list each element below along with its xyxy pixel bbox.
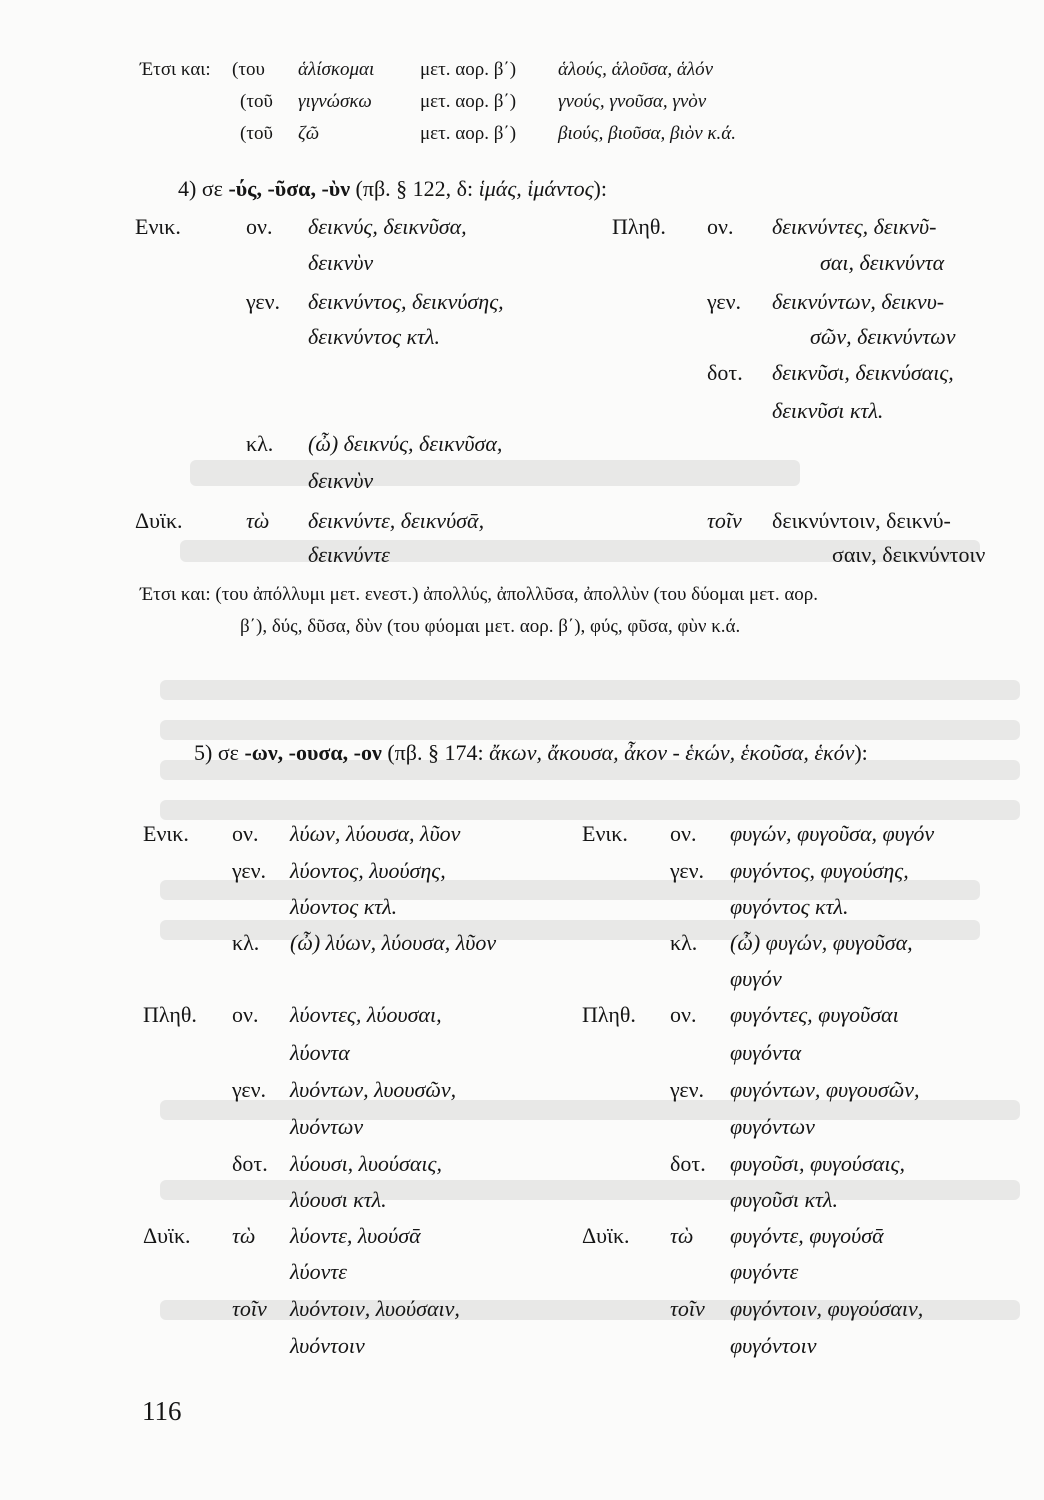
fygon-pl-nom-1: φυγόντες, φυγοῦσαι: [730, 1002, 899, 1027]
lyon-sg-nom: λύων, λύουσα, λῦον: [290, 821, 461, 846]
fygon-pl-dat-1: φυγοῦσι, φυγούσαις,: [730, 1151, 905, 1176]
fygon-sg-nom: φυγών, φυγοῦσα, φυγόν: [730, 821, 935, 846]
lyon-case-voc: κλ.: [232, 930, 260, 955]
fygon-case-nom-pl: ον.: [670, 1002, 697, 1027]
lyon-case-dat-pl: δοτ.: [232, 1151, 268, 1176]
lyon-case-gen: γεν.: [232, 858, 267, 883]
intro-row-1-a: (του: [232, 59, 265, 80]
form-pl-dat-2: δεικνῦσι κτλ.: [772, 398, 884, 423]
lyon-sg-gen-2: λύοντος κτλ.: [290, 894, 398, 919]
number-label-singular: Ενικ.: [135, 214, 181, 239]
fygon-number-dual: Δυϊκ.: [582, 1223, 630, 1248]
intro-row-2-tense: μετ. αορ. β΄): [420, 91, 517, 112]
intro-row-2-forms: γνούς, γνοῦσα, γνὸν: [558, 91, 707, 112]
intro-row-2-a: (τοῦ: [240, 91, 273, 112]
lyon-number-dual: Δυϊκ.: [143, 1223, 191, 1248]
fygon-dual-to: τὼ: [670, 1223, 694, 1248]
fygon-du-toin-1: φυγόντοιν, φυγούσαιν,: [730, 1296, 924, 1321]
lyon-dual-toin: τοῖν: [232, 1296, 267, 1321]
form-du-toin-2: σαιν, δεικνύντοιν: [832, 542, 986, 567]
lyon-dual-to: τὼ: [232, 1223, 256, 1248]
fygon-sg-voc-2: φυγόν: [730, 966, 782, 991]
form-du-to-1: δεικνύντε, δεικνύσᾱ,: [308, 508, 485, 533]
intro-row-3-verb: ζῶ: [298, 123, 320, 144]
fygon-du-to-2: φυγόντε: [730, 1259, 799, 1284]
intro-row-2-verb: γιγνώσκω: [298, 91, 372, 112]
fygon-number-plural: Πληθ.: [582, 1002, 636, 1027]
fygon-case-dat-pl: δοτ.: [670, 1151, 706, 1176]
lyon-pl-dat-1: λύουσι, λυούσαις,: [290, 1151, 442, 1176]
lyon-number-singular: Ενικ.: [143, 821, 189, 846]
intro-row-1-verb: ἁλίσκομαι: [298, 59, 375, 80]
lyon-sg-voc: (ὦ) λύων, λύουσα, λῦον: [290, 930, 497, 955]
fygon-case-gen-pl: γεν.: [670, 1077, 705, 1102]
dual-article-toin: τοῖν: [707, 508, 742, 533]
lyon-du-to-2: λύοντε: [290, 1259, 347, 1284]
section-4-heading: 4) σε -ύς, -ῦσα, -ὺν (πβ. § 122, δ: ἱμάς, ἱμάντος):: [178, 176, 607, 201]
form-pl-gen-1: δεικνύντων, δεικνυ-: [772, 289, 945, 314]
lyon-pl-gen-1: λυόντων, λυουσῶν,: [290, 1077, 457, 1102]
intro-row-1-tense: μετ. αορ. β΄): [420, 59, 517, 80]
fygon-case-nom: ον.: [670, 821, 697, 846]
fygon-pl-gen-2: φυγόντων: [730, 1114, 815, 1139]
fygon-dual-toin: τοῖν: [670, 1296, 705, 1321]
form-pl-dat-1: δεικνῦσι, δεικνύσαις,: [772, 360, 954, 385]
fygon-pl-gen-1: φυγόντων, φυγουσῶν,: [730, 1077, 920, 1102]
lyon-pl-nom-1: λύοντες, λύουσαι,: [290, 1002, 442, 1027]
form-sg-gen-1: δεικνύντος, δεικνύσης,: [308, 289, 504, 314]
lyon-sg-gen-1: λύοντος, λυούσης,: [290, 858, 446, 883]
form-pl-nom-2: σαι, δεικνύντα: [820, 250, 945, 275]
form-sg-nom-2: δεικνὺν: [308, 250, 374, 275]
intro-2-line-1: Έτσι και: (του ἀπόλλυμι μετ. ενεστ.) ἀπολλύς, ἀπολλῦσα, ἀπολλὺν (του δύομαι μετ. αορ.: [140, 584, 819, 605]
lyon-number-plural: Πληθ.: [143, 1002, 197, 1027]
intro-row-1-forms: ἁλούς, ἁλοῦσα, ἁλόν: [558, 59, 714, 80]
form-sg-voc-2: δεικνὺν: [308, 468, 374, 493]
fygon-case-gen: γεν.: [670, 858, 705, 883]
case-label-voc: κλ.: [246, 431, 274, 456]
fygon-du-toin-2: φυγόντοιν: [730, 1333, 817, 1358]
case-label-gen-pl: γεν.: [707, 289, 742, 314]
intro-row-3-a: (τοῦ: [240, 123, 273, 144]
fygon-pl-nom-2: φυγόντα: [730, 1040, 802, 1065]
form-du-to-2: δεικνύντε: [308, 542, 390, 567]
dual-article-to: τὼ: [246, 508, 270, 533]
fygon-sg-gen-1: φυγόντος, φυγούσης,: [730, 858, 909, 883]
number-label-dual: Δυϊκ.: [135, 508, 183, 533]
form-sg-nom-1: δεικνύς, δεικνῦσα,: [308, 214, 467, 239]
fygon-sg-gen-2: φυγόντος κτλ.: [730, 894, 849, 919]
form-pl-gen-2: σῶν, δεικνύντων: [810, 324, 956, 349]
form-du-toin-1: δεικνύντοιν, δεικνύ-: [772, 508, 951, 533]
lyon-du-toin-1: λυόντοιν, λυούσαιν,: [290, 1296, 460, 1321]
case-label-dat-pl: δοτ.: [707, 360, 743, 385]
lyon-du-toin-2: λυόντοιν: [290, 1333, 365, 1358]
number-label-plural: Πληθ.: [612, 214, 666, 239]
lyon-pl-dat-2: λύουσι κτλ.: [290, 1187, 387, 1212]
lyon-pl-gen-2: λυόντων: [290, 1114, 364, 1139]
lyon-case-gen-pl: γεν.: [232, 1077, 267, 1102]
fygon-case-voc: κλ.: [670, 930, 698, 955]
case-label-gen: γεν.: [246, 289, 281, 314]
case-label-nom: ον.: [246, 214, 273, 239]
lyon-case-nom: ον.: [232, 821, 259, 846]
intro-2-line-2: β΄), δύς, δῦσα, δὺν (του φύομαι μετ. αορ. β΄), φύς, φῦσα, φὺν κ.ά.: [240, 616, 741, 637]
page-number: 116: [142, 1396, 182, 1426]
lyon-case-nom-pl: ον.: [232, 1002, 259, 1027]
lyon-pl-nom-2: λύοντα: [290, 1040, 350, 1065]
fygon-sg-voc-1: (ὦ) φυγών, φυγοῦσα,: [730, 930, 913, 955]
fygon-number-singular: Ενικ.: [582, 821, 628, 846]
intro-row-3-tense: μετ. αορ. β΄): [420, 123, 517, 144]
form-pl-nom-1: δεικνύντες, δεικνῦ-: [772, 214, 937, 239]
intro-prefix: Έτσι και:: [140, 59, 211, 80]
form-sg-gen-2: δεικνύντος κτλ.: [308, 324, 440, 349]
fygon-pl-dat-2: φυγοῦσι κτλ.: [730, 1187, 838, 1212]
intro-row-3-forms: βιούς, βιοῦσα, βιὸν κ.ά.: [558, 123, 736, 144]
form-sg-voc-1: (ὦ) δεικνύς, δεικνῦσα,: [308, 431, 503, 456]
fygon-du-to-1: φυγόντε, φυγούσᾱ: [730, 1223, 884, 1248]
case-label-nom-pl: ον.: [707, 214, 734, 239]
lyon-du-to-1: λύοντε, λυούσᾱ: [290, 1223, 421, 1248]
section-5-heading: 5) σε -ων, -ουσα, -ον (πβ. § 174: ἄκων, ἄκουσα, ἆκον - ἑκών, ἑκοῦσα, ἑκόν):: [194, 740, 868, 765]
